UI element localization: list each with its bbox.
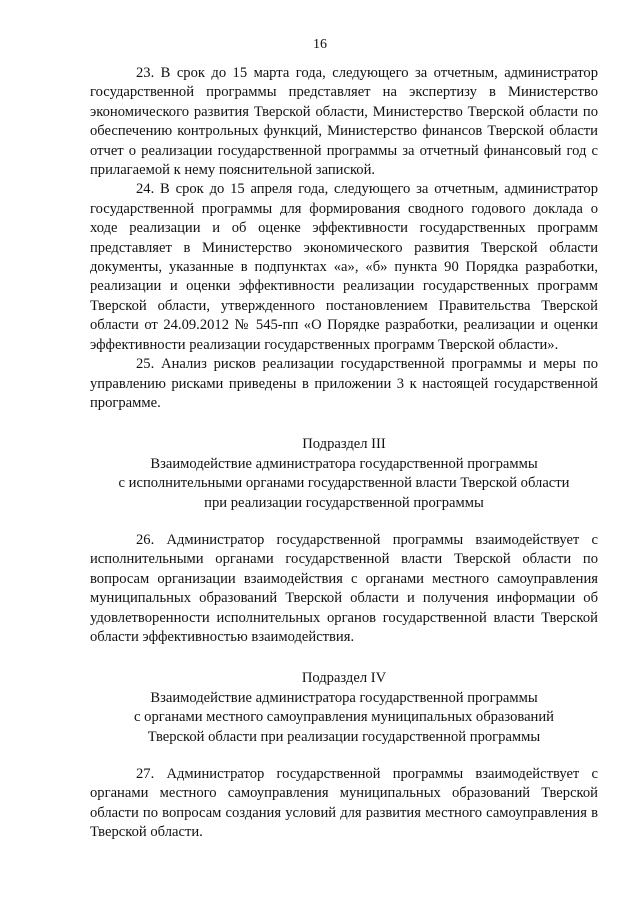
- paragraph-23: 23. В срок до 15 марта года, следующего за отчетным, администратор государственной программы представляет на экспертизу в Министерство экономического развития Тверской области, Министерство Тверской области по обеспечению контрольных функций, Министерство финансов Тверской области отчет о реализации государственной программы за отчетный финансовый год с прилагаемой к нему пояснительной запиской.: [90, 65, 598, 179]
- subsection-4-label: Подраздел IV: [301, 670, 387, 687]
- subsection-4-title-line-1: Взаимодействие администратора государственной программы: [150, 689, 538, 706]
- document-body: [90, 64, 598, 843]
- subsection-3-title-line-1: Взаимодействие администратора государственной программы: [150, 455, 538, 472]
- subsection-3-title-line-2: с исполнительными органами государственной власти Тверской области: [118, 475, 570, 492]
- paragraph-24: 24. В срок до 15 апреля года, следующего за отчетным, администратор государственной программы для формирования сводного годового доклада о ходе реализации и об оценке эффективности государственных программ представляет в Министерство экономического развития Тверской области документы, указанные в подпунктах «а», «б» пункта 90 Порядка разработки, реализации и оценки эффективности реализации государственных программ Тверской области, утвержденного постановлением Правительства Тверской области от 24.09.2012 № 545-пп «О Порядке разработки, реализации и оценки эффективности реализации государственных программ Тверской области».: [90, 181, 598, 353]
- paragraph-27: 27. Администратор государственной программы взаимодействует с органами местного самоуправления муниципальных образований Тверской области по вопросам создания условий для развития местного самоуправления в Тверской области.: [90, 766, 598, 841]
- paragraph-25: 25. Анализ рисков реализации государственной программы и меры по управлению рисками приведены в приложении 3 к настоящей государственной программе.: [90, 356, 598, 411]
- subsection-4-title-line-3: Тверской области при реализации государственной программы: [147, 728, 541, 745]
- subsection-4-heading: [90, 669, 598, 747]
- page-number: 16: [313, 37, 327, 52]
- subsection-4-title-line-2: с органами местного самоуправления муниципальных образований: [134, 709, 554, 726]
- subsection-3-title-line-3: при реализации государственной программы: [204, 494, 484, 511]
- subsection-3-heading: [90, 435, 598, 513]
- paragraph-26: 26. Администратор государственной программы взаимодействует с исполнительными органами государственной власти Тверской области по вопросам организации взаимодействия с органами местного самоуправления муниципальных образований Тверской области и получения информации об удовлетворенности исполнительных органов государственной власти Тверской области эффективностью взаимодействия.: [90, 531, 598, 645]
- subsection-3-label: Подраздел III: [302, 436, 386, 453]
